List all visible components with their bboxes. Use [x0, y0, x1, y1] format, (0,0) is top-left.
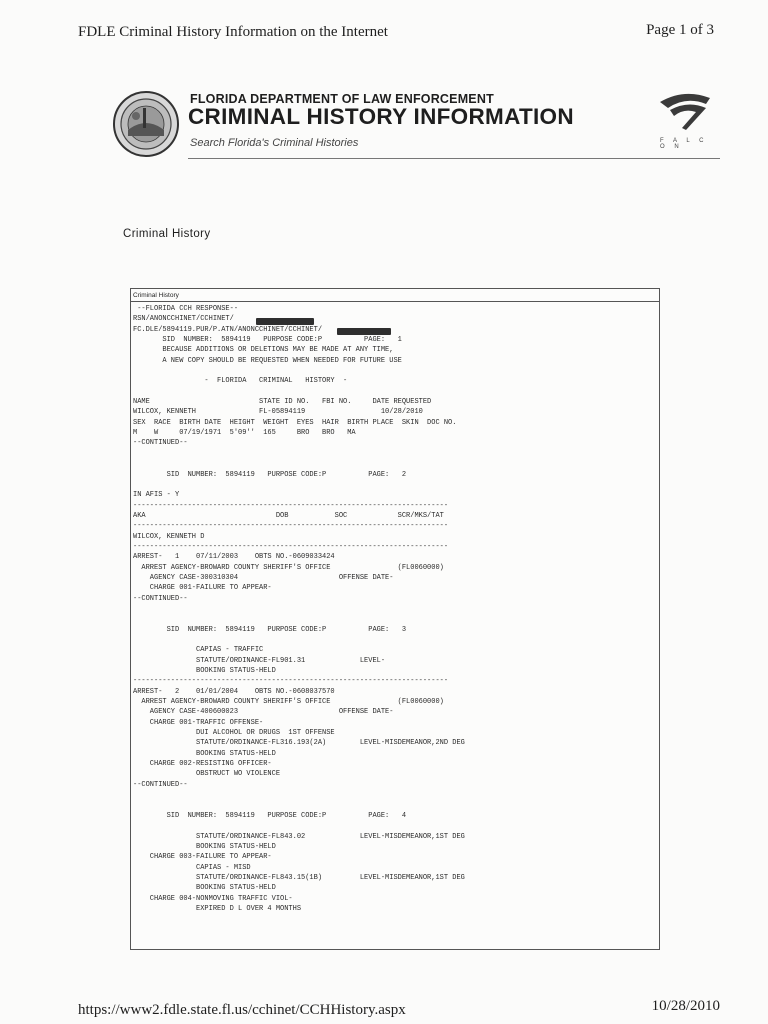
page-url: https://www2.fdle.state.fl.us/cchinet/CCHHistory.aspx [78, 1002, 406, 1018]
report-text: --FLORIDA CCH RESPONSE-- RSN/ANONCCHINET/CCHINET/ FC.DLE/5894119.PUR/P.ATN/ANONCCHINET/CCHINET/ SID NUMBER: 5894119 PURPOSE CODE:P PAGE: 1 BECAUSE ADDITIONS OR DELETIONS MAY BE MADE AT ANY TIME, A NEW COPY SHOULD BE REQUESTED WHEN NEEDED FOR FUTURE USE - FLORIDA CRIMINAL HISTORY - NAME STATE ID NO. FBI NO. DATE REQUESTED WILCOX, KENNETH FL-05894119 10/28/2010 SEX RACE BIRTH DATE HEIGHT WEIGHT EYES HAIR BIRTH PLACE SKIN DOC NO. M W 07/19/1971 5'09'' 165 BRO BRO MA --CONTINUED-- SID NUMBER: 5894119 PURPOSE CODE:P PAGE: 2 IN AFIS - Y --------------------------------------------------------------------------- AKA DOB SOC SCR/MKS/TAT --------------------------------------------------------------------------- WILCOX, KENNETH D --------------------------------------------------------------------------- ARREST- 1 07/11/2003 OBTS NO.-0609033424 ARREST AGENCY-BROWARD COUNTY SHERIFF'S OFFICE (FL0060000) AGENCY CASE-300310304 OFFENSE DATE- CHARGE 001-FAILURE TO APPEAR- --CONTINUED-- SID NUMBER: 5894119 PURPOSE CODE:P PAGE: 3 CAPIAS - TRAFFIC STATUTE/ORDINANCE-FL901.31 LEVEL- BOOKING STATUS-HELD --------------------------------------------------------------------------- ARREST- 2 01/01/2004 OBTS NO.-0608037570 ARREST AGENCY-BROWARD COUNTY SHERIFF'S OFFICE (FL0060000) AGENCY CASE-400600023 OFFENSE DATE- CHARGE 001-TRAFFIC OFFENSE- DUI ALCOHOL OR DRUGS 1ST OFFENSE STATUTE/ORDINANCE-FL316.193(2A) LEVEL-MISDEMEANOR,2ND DEG BOOKING STATUS-HELD CHARGE 002-RESISTING OFFICER- OBSTRUCT WO VIOLENCE --CONTINUED-- SID NUMBER: 5894119 PURPOSE CODE:P PAGE: 4 STATUTE/ORDINANCE-FL843.02 LEVEL-MISDEMEANOR,1ST DEG BOOKING STATUS-HELD CHARGE 003-FAILURE TO APPEAR- CAPIAS - MISD STATUTE/ORDINANCE-FL843.15(1B) LEVEL-MISDEMEANOR,1ST DEG BOOKING STATUS-HELD CHARGE 004-NONMOVING TRAFFIC VIOL- EXPIRED D L OVER 4 MONTHS [133, 305, 465, 913]
banner-title: CRIMINAL HISTORY INFORMATION [188, 104, 574, 129]
falcon-logo-icon [656, 88, 712, 132]
fdle-banner [108, 84, 720, 166]
section-title: Criminal History [123, 228, 211, 240]
fdle-seal-icon [112, 90, 180, 158]
report-header-divider [131, 301, 659, 302]
banner-divider [188, 158, 720, 159]
print-footer [78, 998, 720, 1024]
print-header [78, 24, 714, 46]
print-date: 10/28/2010 [651, 998, 720, 1014]
print-header-title: FDLE Criminal History Information on the Internet [78, 24, 388, 40]
criminal-history-report [130, 288, 660, 950]
redaction-mark [337, 328, 391, 335]
falcon-logo-text: F A L C O N [660, 138, 708, 150]
redaction-mark [256, 318, 314, 325]
department-name: FLORIDA DEPARTMENT OF LAW ENFORCEMENT [190, 92, 494, 106]
banner-subtitle: Search Florida's Criminal Histories [190, 137, 359, 149]
report-label: Criminal History [133, 292, 179, 299]
print-page-number: Page 1 of 3 [646, 22, 714, 38]
